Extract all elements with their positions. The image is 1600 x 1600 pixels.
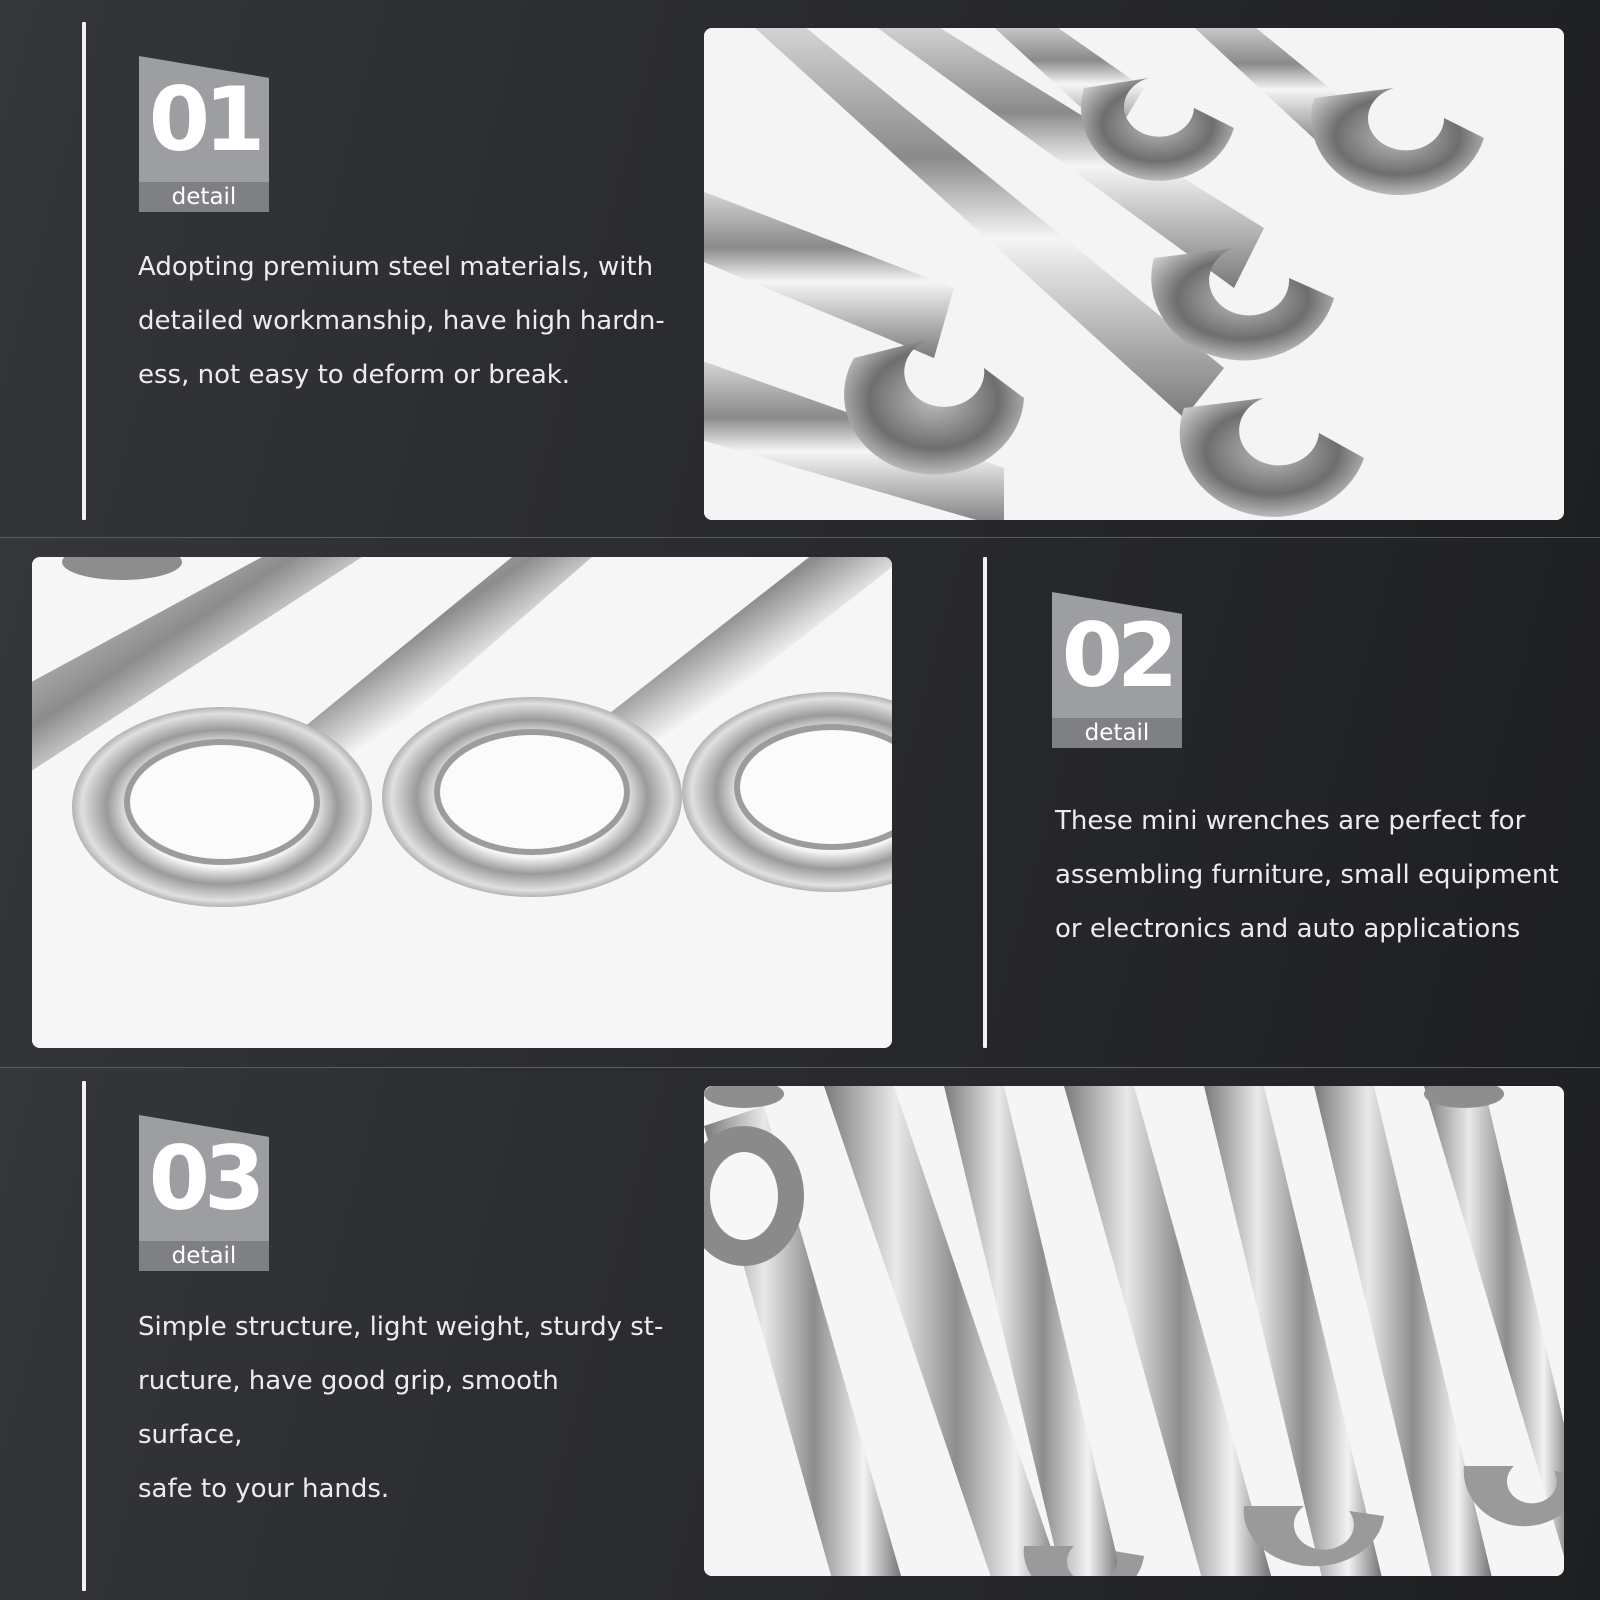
wrench-illustration <box>32 557 892 1048</box>
detail-badge-01 <box>139 56 269 212</box>
detail-number: 02 <box>1061 604 1173 707</box>
detail-label: detail <box>139 182 269 212</box>
detail-badge-02 <box>1052 592 1182 748</box>
accent-line <box>983 557 987 1048</box>
detail-number: 01 <box>148 68 260 171</box>
detail-description: Adopting premium steel materials, with detailed workmanship, have high hardn- ess, not easy to deform or break. <box>138 252 665 390</box>
detail-section-2 <box>0 538 1600 1067</box>
detail-label: detail <box>139 1241 269 1271</box>
detail-section-1 <box>0 0 1600 537</box>
detail-label: detail <box>1052 718 1182 748</box>
detail-number: 03 <box>148 1127 260 1230</box>
wrench-photo-open-ends <box>704 28 1564 520</box>
wrench-photo-ring-ends <box>32 557 892 1048</box>
detail-description: These mini wrenches are perfect for assembling furniture, small equipment or electronics and auto applications <box>1055 806 1559 944</box>
wrench-illustration <box>704 28 1564 520</box>
detail-badge-03 <box>139 1115 269 1271</box>
accent-line <box>82 1081 86 1591</box>
wrench-illustration <box>704 1086 1564 1576</box>
detail-section-3 <box>0 1068 1600 1600</box>
accent-line <box>82 22 86 520</box>
detail-description: Simple structure, light weight, sturdy st- ructure, have good grip, smooth surface, safe to your hands. <box>138 1312 664 1504</box>
wrench-photo-set-row <box>704 1086 1564 1576</box>
